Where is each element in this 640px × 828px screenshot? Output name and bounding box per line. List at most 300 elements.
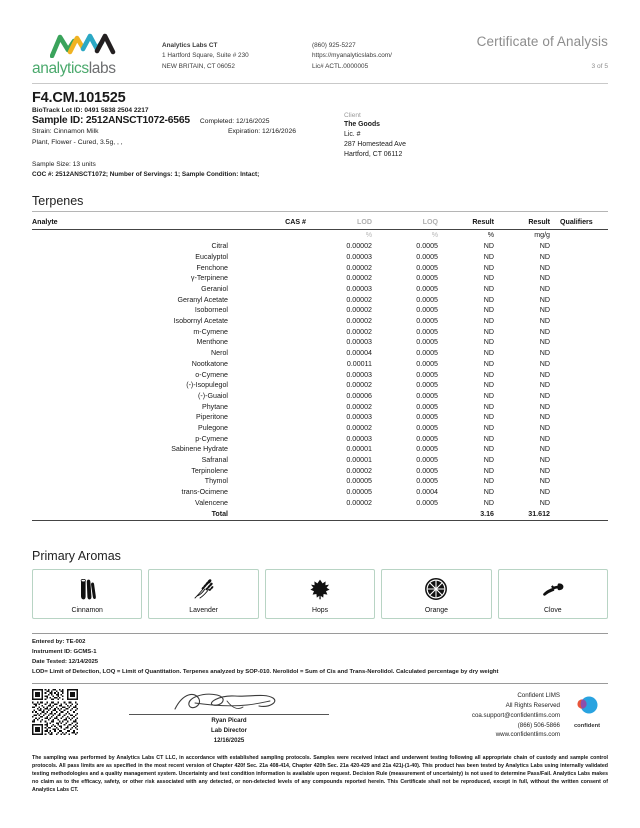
cell-analyte: o-Cymene (195, 370, 228, 379)
cell-lod: 0.00003 (346, 285, 372, 294)
cell-result-mgg: ND (539, 295, 550, 304)
cell-result-pct: ND (483, 327, 494, 336)
cell-cas (228, 433, 306, 444)
lab-name: Analytics Labs CT (162, 42, 218, 49)
qr-code-icon[interactable] (32, 689, 78, 735)
unit-result-mgg: mg/g (534, 230, 550, 239)
cell-cas (228, 348, 306, 359)
cell-result-pct: ND (483, 391, 494, 400)
logo-word-analytics: analytics (32, 60, 89, 77)
cell-analyte: p-Cymene (195, 434, 228, 443)
cell-lod: 0.00002 (346, 402, 372, 411)
unit-result-pct: % (487, 230, 494, 239)
aroma-card-hops[interactable] (265, 569, 375, 619)
cell-loq: 0.0005 (416, 327, 438, 336)
client-address-line2: Hartford, CT 06112 (344, 150, 403, 158)
cell-qualifiers (550, 284, 608, 295)
confident-logo-icon (572, 695, 602, 717)
cell-result-mgg: ND (539, 498, 550, 507)
cell-loq: 0.0005 (416, 445, 438, 454)
cell-loq: 0.0005 (416, 498, 438, 507)
cell-qualifiers (550, 294, 608, 305)
cell-result-mgg: ND (539, 466, 550, 475)
cell-cas (228, 401, 306, 412)
cell-qualifiers (550, 326, 608, 337)
cell-qualifiers (550, 262, 608, 273)
cell-result-mgg: ND (539, 488, 550, 497)
cell-analyte: m-Cymene (193, 327, 228, 336)
aroma-card-orange[interactable] (381, 569, 491, 619)
table-row (32, 294, 608, 305)
cell-result-pct: ND (483, 285, 494, 294)
cell-qualifiers (550, 487, 608, 498)
total-qualifiers (550, 508, 608, 519)
cell-lod: 0.00002 (346, 381, 372, 390)
expiration-date: Expiration: 12/16/2026 (228, 128, 297, 136)
table-row (32, 423, 608, 434)
cell-result-mgg: ND (539, 456, 550, 465)
cell-analyte: Safranal (201, 456, 228, 465)
aroma-card-cinnamon[interactable] (32, 569, 142, 619)
confident-wordmark: confident (573, 723, 601, 730)
aroma-label: Orange (424, 607, 448, 615)
cell-result-pct: ND (483, 466, 494, 475)
table-row (32, 358, 608, 369)
cell-result-pct: ND (483, 242, 494, 251)
cell-result-pct: ND (483, 338, 494, 347)
lab-website[interactable]: https://myanalyticslabs.com/ (312, 52, 392, 60)
cell-cas (228, 305, 306, 316)
cell-analyte: Nerol (211, 349, 228, 358)
terpenes-section (0, 194, 640, 620)
biotrack-lot-id: BioTrack Lot ID: 0491 5838 2504 2217 (32, 107, 149, 114)
cell-result-mgg: ND (539, 317, 550, 326)
cell-cas (228, 455, 306, 466)
lab-phone: (860) 925-5227 (312, 42, 356, 49)
section-title-terpenes: Terpenes (32, 194, 608, 212)
client-address-line1: 287 Homestead Ave (344, 141, 406, 149)
cell-lod: 0.00002 (346, 274, 372, 283)
cell-analyte: Pulegone (198, 423, 228, 432)
table-row (32, 433, 608, 444)
sample-info-section (0, 84, 640, 180)
cell-analyte: (-)-Isopulegol (186, 381, 228, 390)
total-lod (306, 508, 372, 519)
cell-cas (228, 369, 306, 380)
cell-cas (228, 476, 306, 487)
unit-analyte (32, 229, 228, 241)
primary-aromas-row (32, 569, 608, 619)
cell-loq: 0.0005 (416, 402, 438, 411)
cell-cas (228, 412, 306, 423)
unit-cas (228, 229, 306, 241)
lab-license: Lic# ACTL.0000005 (312, 62, 369, 70)
table-row (32, 487, 608, 498)
cell-result-mgg: ND (539, 242, 550, 251)
cell-loq: 0.0005 (416, 456, 438, 465)
cell-lod: 0.00002 (346, 423, 372, 432)
section-title-primary-aromas: Primary Aromas (32, 549, 121, 564)
cell-cas (228, 497, 306, 508)
col-analyte: Analyte (32, 216, 228, 230)
cell-qualifiers (550, 465, 608, 476)
cell-result-pct: ND (483, 456, 494, 465)
table-row (32, 455, 608, 466)
cell-loq: 0.0005 (416, 263, 438, 272)
strain: Strain: Cinnamon Milk (32, 128, 99, 136)
cell-lod: 0.00002 (346, 295, 372, 304)
cell-cas (228, 316, 306, 327)
cell-result-mgg: ND (539, 413, 550, 422)
cell-qualifiers (550, 316, 608, 327)
cell-lod: 0.00002 (346, 498, 372, 507)
cell-cas (228, 273, 306, 284)
cell-loq: 0.0005 (416, 285, 438, 294)
cell-qualifiers (550, 337, 608, 348)
lot-title: F4.CM.101525 (32, 90, 126, 106)
cell-result-mgg: ND (539, 285, 550, 294)
cell-analyte: Valencene (195, 498, 228, 507)
cell-result-mgg: ND (539, 370, 550, 379)
lab-contact-block (312, 30, 452, 72)
product-description: Plant, Flower - Cured, 3.5g, , , (32, 138, 123, 146)
cell-result-pct: ND (483, 295, 494, 304)
cell-loq: 0.0005 (416, 391, 438, 400)
cell-analyte: Eucalyptol (195, 252, 228, 261)
cell-result-pct: ND (483, 252, 494, 261)
completed-date: Completed: 12/16/2025 (199, 118, 270, 125)
lims-name: Confident LIMS (517, 692, 560, 700)
cell-lod: 0.00003 (346, 370, 372, 379)
terpenes-table-body (32, 229, 608, 508)
page-title: Certificate of Analysis (476, 34, 608, 49)
total-cas (228, 508, 306, 519)
aroma-card-clove[interactable] (498, 569, 608, 619)
aroma-label: Clove (544, 607, 562, 615)
cell-cas (228, 391, 306, 402)
cell-qualifiers (550, 369, 608, 380)
hops-cone-icon (308, 570, 332, 607)
analysis-meta-block (0, 634, 640, 678)
lavender-sprig-icon (192, 570, 216, 607)
cell-qualifiers (550, 273, 608, 284)
cell-cas (228, 326, 306, 337)
cell-qualifiers (550, 241, 608, 252)
client-license: Lic. # (344, 131, 361, 139)
cell-lod: 0.00006 (346, 391, 372, 400)
total-row (32, 508, 608, 519)
sample-id-row (32, 115, 344, 127)
instrument-id: Instrument ID: GCMS-1 (32, 649, 97, 656)
signature-line (129, 691, 329, 715)
aroma-label: Hops (311, 607, 329, 615)
cell-loq: 0.0005 (416, 477, 438, 486)
cell-cas (228, 487, 306, 498)
cell-result-pct: ND (483, 349, 494, 358)
cell-cas (228, 284, 306, 295)
sample-details (32, 90, 344, 180)
unit-qualifiers (550, 229, 608, 241)
signer-name: Ryan Picard (211, 717, 247, 725)
signature-block (78, 689, 380, 745)
lab-logo-wordmark (32, 60, 154, 78)
cell-qualifiers (550, 433, 608, 444)
signature-mark-icon (169, 689, 289, 715)
cell-result-pct: ND (483, 477, 494, 486)
cell-cas (228, 294, 306, 305)
cell-analyte: γ-Terpinene (190, 274, 228, 283)
lims-rights: All Rights Reserved (505, 701, 560, 709)
cell-lod: 0.00002 (346, 242, 372, 251)
page-indicator: 3 of 5 (591, 63, 608, 70)
cell-result-pct: ND (483, 370, 494, 379)
lims-phone: (866) 506-5866 (517, 721, 560, 729)
cell-loq: 0.0005 (416, 338, 438, 347)
cell-cas (228, 262, 306, 273)
cell-result-pct: ND (483, 413, 494, 422)
logo-word-labs: labs (88, 60, 116, 77)
cell-lod: 0.00003 (346, 252, 372, 261)
cell-qualifiers (550, 497, 608, 508)
unit-lod: % (365, 230, 372, 239)
cell-cas (228, 423, 306, 434)
cell-lod: 0.00002 (346, 263, 372, 272)
lims-website[interactable]: www.confidentlims.com (495, 731, 560, 739)
cell-qualifiers (550, 305, 608, 316)
cell-analyte: Fenchone (196, 263, 228, 272)
cell-qualifiers (550, 348, 608, 359)
lod-loq-definitions: LOD= Limit of Detection, LOQ = Limit of Quantitation. Terpenes analyzed by SOP-010. Nerolidol = Sum of Cis and Trans-Nerolidol. Calculated percentage by dry weight (32, 669, 499, 676)
coa-title-block (452, 30, 608, 70)
cell-lod: 0.00011 (346, 359, 372, 368)
lims-info-block (380, 689, 566, 740)
cell-loq: 0.0005 (416, 242, 438, 251)
lab-address-block (154, 30, 312, 72)
table-row (32, 476, 608, 487)
cell-loq: 0.0005 (416, 413, 438, 422)
cell-result-mgg: ND (539, 445, 550, 454)
table-bottom-divider (32, 520, 608, 521)
table-row (32, 252, 608, 263)
table-row (32, 348, 608, 359)
cell-loq: 0.0005 (416, 466, 438, 475)
client-name: The Goods (344, 121, 380, 128)
cell-analyte: Thymol (204, 477, 228, 486)
cell-result-mgg: ND (539, 349, 550, 358)
cell-lod: 0.00002 (346, 306, 372, 315)
table-row (32, 444, 608, 455)
legal-disclaimer: The sampling was performed by Analytics Labs CT LLC, in accordance with established sampling protocols. Samples were received intact and underwent testing following all appropriate chain of custody and sample control protocols. All pass limits are as specified in the most recent version of Chapter 420f Sec. 21a 408-414, Chapter 420h Sec. 21a 420-429 and 21a 421j-(1-40). This product has been tested by Analytics Labs using internally validated testing methodologies and a quality management system. Uncertainty and test condition information is available upon request. Decision Rule (measurement of uncertainty) is not used to determine Pass/Fail. Analytics Labs makes no claim as to the efficacy, safety, or other risk associated with any detected, or non-detected levels of any compounds reported herein. This Certificate shall not be reproduced, except in full, without the written consent of Analytics Labs CT. (32, 755, 608, 794)
cell-loq: 0.0005 (416, 274, 438, 283)
sample-dates (200, 117, 270, 127)
cell-lod: 0.00001 (346, 445, 372, 454)
table-row (32, 369, 608, 380)
cell-analyte: Terpinolene (191, 466, 228, 475)
signature-section (0, 684, 640, 745)
cell-qualifiers (550, 252, 608, 263)
cell-result-pct: ND (483, 434, 494, 443)
sample-id: Sample ID: 2512ANSCT1072-6565 (32, 115, 190, 126)
cell-analyte: Menthone (196, 338, 228, 347)
table-row (32, 412, 608, 423)
cell-result-pct: ND (483, 423, 494, 432)
cell-result-mgg: ND (539, 391, 550, 400)
table-row (32, 401, 608, 412)
cell-loq: 0.0005 (416, 370, 438, 379)
table-row (32, 497, 608, 508)
cell-loq: 0.0004 (416, 488, 438, 497)
col-result-mgg: Result (494, 216, 550, 230)
cell-result-mgg: ND (539, 338, 550, 347)
cell-result-mgg: ND (539, 306, 550, 315)
total-label: Total (211, 510, 228, 519)
table-row (32, 326, 608, 337)
col-cas: CAS # (228, 216, 306, 230)
cell-qualifiers (550, 455, 608, 466)
cell-cas (228, 444, 306, 455)
cell-qualifiers (550, 476, 608, 487)
signer-role: Lab Director (211, 727, 247, 735)
cell-result-mgg: ND (539, 423, 550, 432)
aroma-label: Cinnamon (71, 607, 103, 615)
table-row (32, 262, 608, 273)
client-label: Client (344, 112, 361, 119)
aroma-label: Lavender (189, 607, 218, 615)
table-row (32, 305, 608, 316)
cinnamon-sticks-icon (76, 570, 98, 607)
lab-address-line1: 1 Hartford Square, Suite # 230 (162, 52, 249, 60)
cell-result-mgg: ND (539, 381, 550, 390)
total-result-mgg: 31.612 (528, 510, 550, 519)
col-loq: LOQ (372, 216, 438, 230)
cell-result-pct: ND (483, 317, 494, 326)
cell-loq: 0.0005 (416, 381, 438, 390)
cell-qualifiers (550, 380, 608, 391)
cell-lod: 0.00002 (346, 466, 372, 475)
cell-analyte: Piperitone (196, 413, 228, 422)
table-row (32, 337, 608, 348)
cell-result-mgg: ND (539, 359, 550, 368)
cell-qualifiers (550, 444, 608, 455)
cell-loq: 0.0005 (416, 423, 438, 432)
lab-logo (32, 30, 154, 78)
cell-result-mgg: ND (539, 263, 550, 272)
signature-date: 12/16/2025 (213, 737, 245, 745)
cell-loq: 0.0005 (416, 306, 438, 315)
terpenes-table-foot (32, 508, 608, 519)
cell-result-pct: ND (483, 402, 494, 411)
cell-lod: 0.00002 (346, 317, 372, 326)
col-result-pct: Result (438, 216, 494, 230)
cell-result-mgg: ND (539, 402, 550, 411)
col-qualifiers: Qualifiers (550, 216, 608, 230)
coc-info: COC #: 2512ANSCT1072; Number of Servings: 1; Sample Condition: Intact; (32, 170, 260, 178)
cell-qualifiers (550, 358, 608, 369)
cell-qualifiers (550, 401, 608, 412)
cell-result-mgg: ND (539, 434, 550, 443)
cell-analyte: Nootkatone (191, 359, 228, 368)
table-row (32, 316, 608, 327)
cell-cas (228, 337, 306, 348)
cell-result-mgg: ND (539, 477, 550, 486)
cell-loq: 0.0005 (416, 434, 438, 443)
col-lod: LOD (306, 216, 372, 230)
cell-qualifiers (550, 391, 608, 402)
client-block (344, 90, 608, 180)
table-row (32, 391, 608, 402)
table-row (32, 465, 608, 476)
cell-result-pct: ND (483, 488, 494, 497)
cell-result-mgg: ND (539, 274, 550, 283)
cell-lod: 0.00003 (346, 338, 372, 347)
cell-analyte: Geraniol (201, 285, 228, 294)
cell-lod: 0.00002 (346, 327, 372, 336)
total-result-pct: 3.16 (480, 510, 494, 519)
cell-analyte: Geranyl Acetate (177, 295, 228, 304)
cell-analyte: Phytane (201, 402, 228, 411)
page-header (0, 0, 640, 78)
unit-loq: % (431, 230, 438, 239)
table-row (32, 284, 608, 295)
cell-result-pct: ND (483, 263, 494, 272)
cell-analyte: Isoborneol (194, 306, 228, 315)
clove-bud-icon (540, 570, 566, 607)
lims-email[interactable]: coa.support@confidentlims.com (471, 711, 560, 719)
confident-brand-block (566, 689, 608, 729)
cell-cas (228, 241, 306, 252)
cell-result-mgg: ND (539, 252, 550, 261)
table-header-row (32, 216, 608, 230)
cell-qualifiers (550, 412, 608, 423)
cell-lod: 0.00003 (346, 413, 372, 422)
cell-lod: 0.00004 (346, 349, 372, 358)
cell-result-pct: ND (483, 381, 494, 390)
table-row (32, 241, 608, 252)
cell-result-pct: ND (483, 498, 494, 507)
cell-cas (228, 358, 306, 369)
cell-analyte: Sabinene Hydrate (171, 445, 228, 454)
total-loq (372, 508, 438, 519)
units-row (32, 229, 608, 241)
cell-cas (228, 380, 306, 391)
cell-lod: 0.00001 (346, 456, 372, 465)
cell-result-pct: ND (483, 445, 494, 454)
orange-slice-icon (424, 570, 448, 607)
cell-loq: 0.0005 (416, 295, 438, 304)
cell-lod: 0.00005 (346, 488, 372, 497)
table-row (32, 380, 608, 391)
cell-cas (228, 465, 306, 476)
cell-result-pct: ND (483, 359, 494, 368)
cell-result-pct: ND (483, 274, 494, 283)
lab-address-line2: NEW BRITAIN, CT 06052 (162, 62, 235, 70)
entered-by: Entered by: TE-002 (32, 639, 86, 646)
cell-analyte: trans-Ocimene (181, 488, 228, 497)
terpenes-table (32, 216, 608, 520)
cell-result-mgg: ND (539, 327, 550, 336)
cell-loq: 0.0005 (416, 349, 438, 358)
cell-analyte: (-)-Guaiol (198, 391, 228, 400)
cell-cas (228, 252, 306, 263)
cell-analyte: Citral (211, 242, 228, 251)
aroma-card-lavender[interactable] (148, 569, 258, 619)
cell-loq: 0.0005 (416, 252, 438, 261)
table-row (32, 273, 608, 284)
cell-lod: 0.00003 (346, 434, 372, 443)
cell-qualifiers (550, 423, 608, 434)
sample-size: Sample Size: 13 units (32, 160, 96, 168)
cell-result-pct: ND (483, 306, 494, 315)
